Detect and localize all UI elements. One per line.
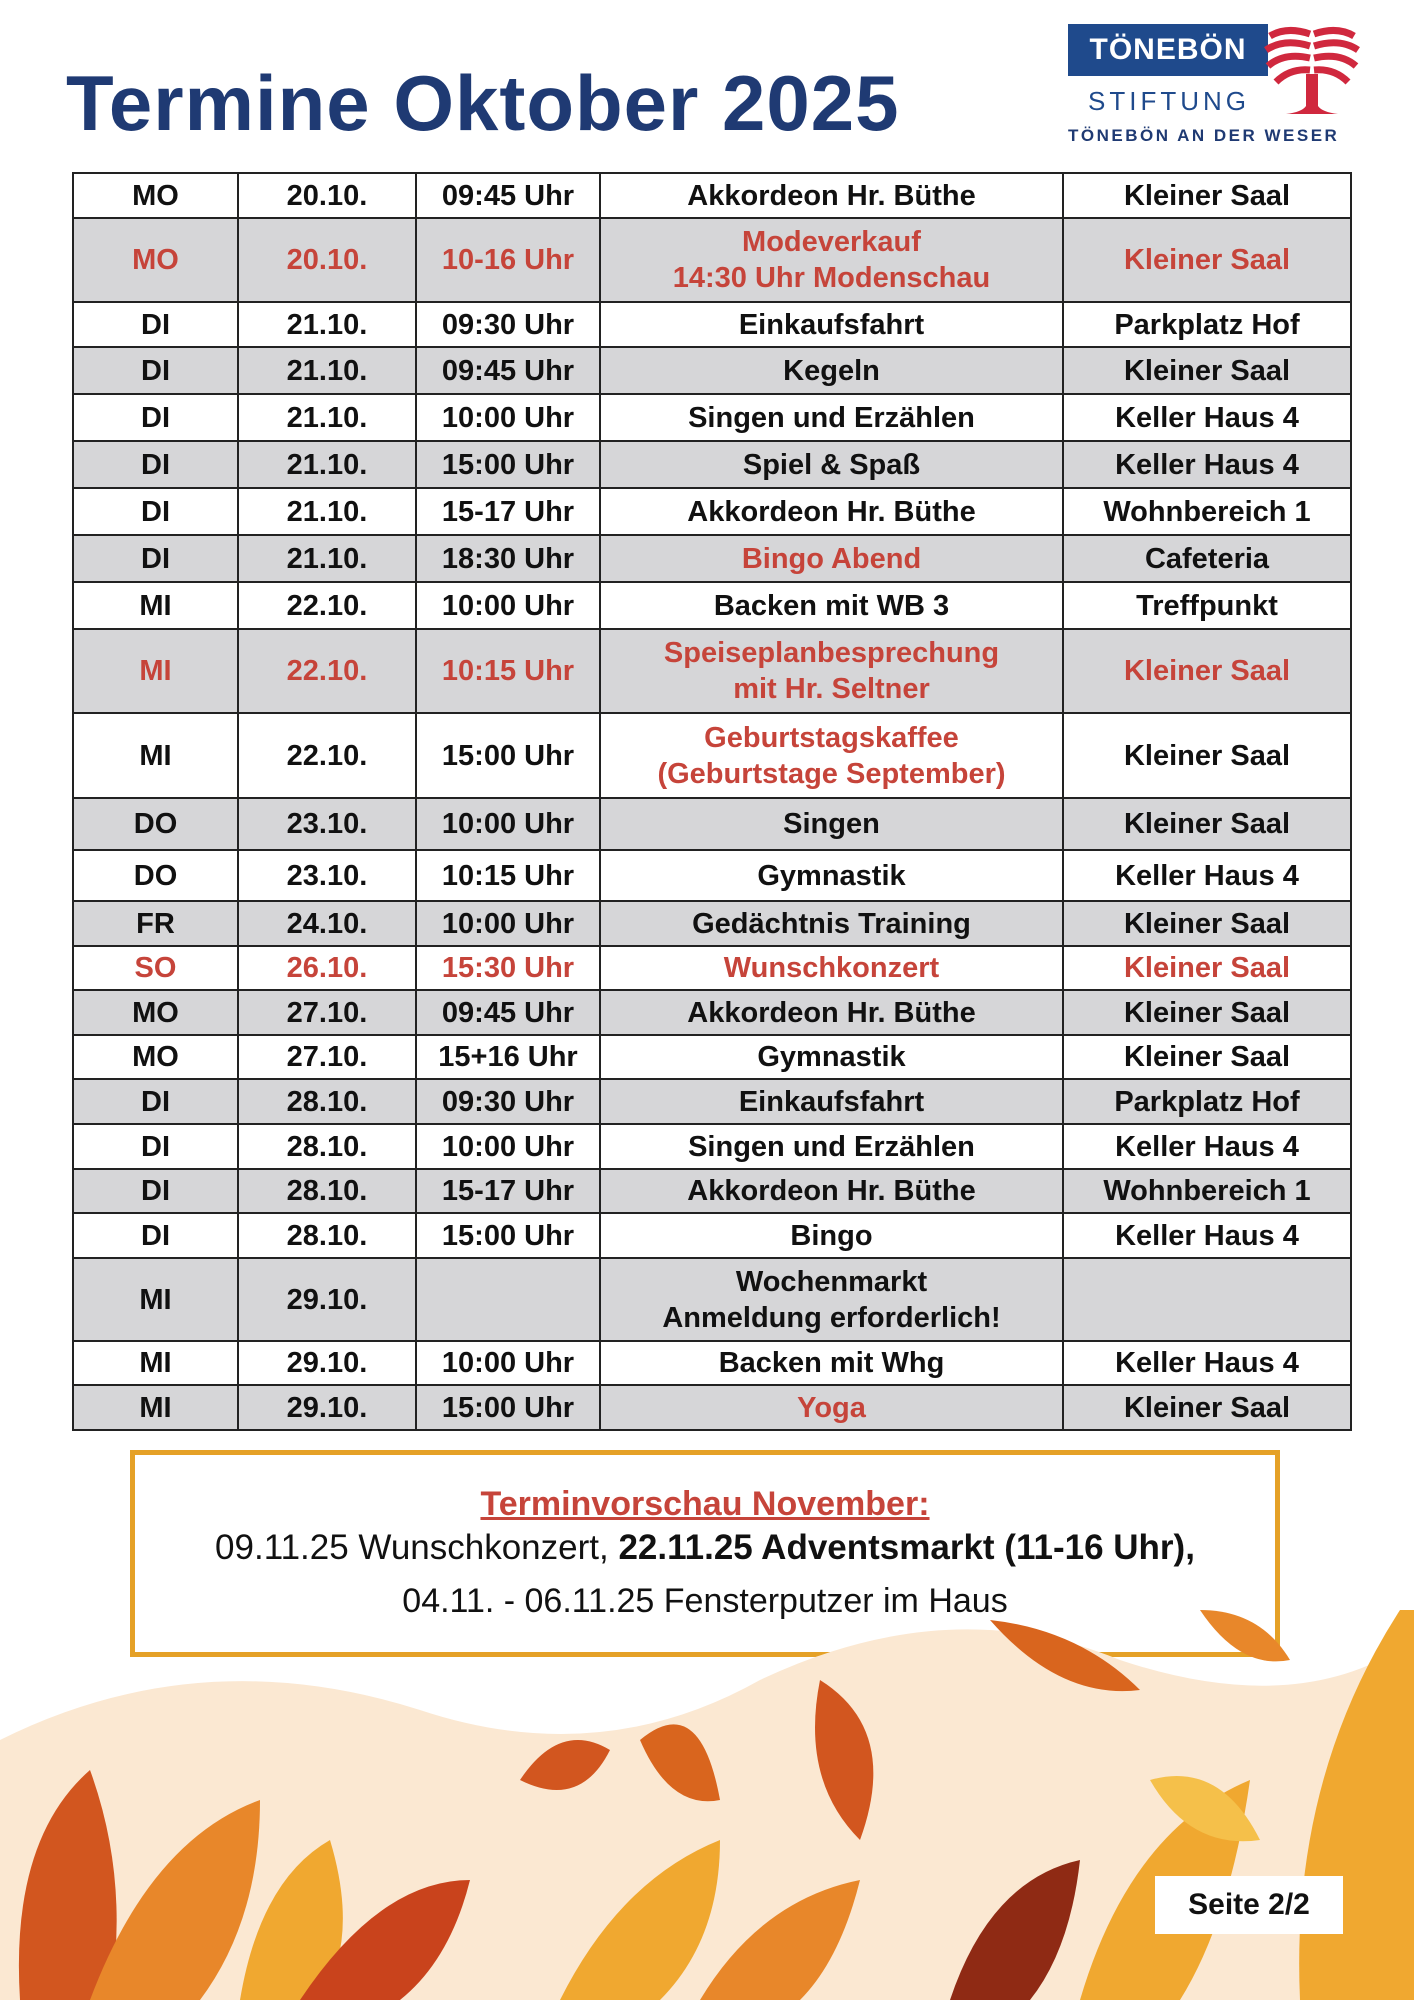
cell-event	[600, 218, 1063, 302]
cell-time	[416, 302, 600, 347]
cell-day-text: DI	[141, 1130, 170, 1163]
cell-event-text: Wochenmarkt	[735, 1265, 928, 1298]
cell-day	[73, 1213, 238, 1258]
cell-event-text: Gymnastik	[757, 859, 906, 892]
logo-stiftung: STIFTUNG	[1088, 86, 1250, 116]
cell-date	[238, 173, 416, 218]
cell-day-text: MO	[132, 179, 179, 212]
table-row	[73, 1258, 1351, 1341]
cell-day-text: DI	[141, 1085, 170, 1118]
cell-event-text: Gymnastik	[757, 1041, 906, 1073]
cell-day	[73, 1258, 238, 1341]
cell-place-text: Keller Haus 4	[1115, 859, 1299, 892]
cell-date-text: 27.10.	[286, 1041, 368, 1073]
cell-place	[1063, 535, 1351, 582]
cell-event-text: Spiel & Spaß	[742, 448, 921, 481]
cell-date	[238, 629, 416, 713]
cell-event-text: Einkaufsfahrt	[738, 308, 925, 341]
cell-day	[73, 629, 238, 713]
cell-time-text: 09:45 Uhr	[441, 996, 575, 1029]
cell-day-text: MO	[132, 1041, 179, 1073]
cell-event	[600, 1035, 1063, 1079]
cell-place-text: Kleiner Saal	[1123, 354, 1291, 387]
cell-place	[1063, 441, 1351, 488]
cell-event-text-2: (Geburtstage September)	[657, 757, 1006, 790]
cell-time	[416, 535, 600, 582]
cell-time-text: 10:00 Uhr	[441, 907, 575, 940]
cell-day	[73, 1124, 238, 1169]
cell-date-text: 26.10.	[286, 952, 368, 984]
cell-day	[73, 347, 238, 394]
cell-event-text: Wunschkonzert	[723, 952, 940, 984]
cell-date	[238, 901, 416, 946]
cell-time-text: 09:30 Uhr	[441, 308, 575, 341]
cell-time-text: 09:45 Uhr	[441, 179, 575, 212]
table-row	[73, 1079, 1351, 1124]
cell-date	[238, 488, 416, 535]
cell-event-text: Akkordeon Hr. Büthe	[687, 179, 976, 212]
cell-day	[73, 173, 238, 218]
cell-day	[73, 850, 238, 901]
cell-day	[73, 946, 238, 990]
table-row	[73, 394, 1351, 441]
cell-time-text: 15-17 Uhr	[441, 1175, 575, 1207]
cell-date	[238, 946, 416, 990]
cell-place	[1063, 173, 1351, 218]
cell-day-text: MI	[139, 1347, 172, 1379]
cell-event	[600, 582, 1063, 629]
cell-place	[1063, 1258, 1351, 1341]
cell-place-text: Kleiner Saal	[1123, 907, 1291, 940]
cell-date	[238, 1385, 416, 1430]
cell-event	[600, 173, 1063, 218]
cell-time-text: 10-16 Uhr	[441, 244, 575, 276]
cell-date	[238, 990, 416, 1035]
cell-event	[600, 394, 1063, 441]
cell-place-text: Wohnbereich 1	[1103, 495, 1311, 528]
cell-place-text: Keller Haus 4	[1115, 1130, 1299, 1163]
cell-time	[416, 347, 600, 394]
cell-date-text: 21.10.	[286, 448, 368, 481]
cell-day-text: DO	[133, 808, 178, 840]
cell-time	[416, 1035, 600, 1079]
cell-day	[73, 798, 238, 850]
cell-event-text: Akkordeon Hr. Büthe	[687, 495, 976, 528]
cell-date-text: 23.10.	[286, 859, 368, 892]
cell-time	[416, 394, 600, 441]
cell-place	[1063, 629, 1351, 713]
cell-date-text: 21.10.	[286, 354, 368, 387]
cell-place-text: Kleiner Saal	[1123, 1391, 1291, 1424]
cell-event-text: Singen	[783, 808, 880, 840]
table-row	[73, 582, 1351, 629]
cell-time-text: 09:30 Uhr	[441, 1085, 575, 1118]
page-title: Termine Oktober 2025	[66, 59, 900, 147]
cell-day-text: SO	[134, 952, 177, 984]
cell-day-text: DI	[141, 495, 170, 528]
cell-date-text: 22.10.	[286, 739, 368, 772]
cell-date-text: 22.10.	[286, 589, 368, 622]
cell-event	[600, 850, 1063, 901]
cell-day-text: DI	[141, 448, 170, 481]
cell-day-text: MI	[139, 655, 172, 687]
cell-event	[600, 347, 1063, 394]
cell-date-text: 21.10.	[286, 495, 368, 528]
cell-day-text: DO	[133, 859, 178, 892]
cell-date	[238, 850, 416, 901]
cell-time-text: 15:30 Uhr	[441, 952, 575, 984]
cell-date-text: 28.10.	[286, 1219, 368, 1252]
cell-date	[238, 1124, 416, 1169]
cell-date	[238, 218, 416, 302]
cell-day	[73, 441, 238, 488]
cell-time	[416, 1079, 600, 1124]
cell-date	[238, 1169, 416, 1213]
cell-event-text: Akkordeon Hr. Büthe	[687, 996, 976, 1029]
cell-time-text: 15:00 Uhr	[441, 448, 575, 481]
cell-day	[73, 901, 238, 946]
cell-date-text: 24.10.	[286, 907, 368, 940]
cell-day-text: MI	[139, 1283, 172, 1316]
cell-date	[238, 798, 416, 850]
logo-band: TÖNEBÖN	[1068, 24, 1268, 76]
cell-day-text: MI	[139, 589, 172, 622]
preview-line-1	[135, 1528, 1275, 1568]
cell-place-text: Kleiner Saal	[1123, 244, 1291, 276]
cell-place-text: Kleiner Saal	[1123, 179, 1291, 212]
events-table	[72, 172, 1352, 1431]
cell-event	[600, 535, 1063, 582]
cell-day	[73, 1169, 238, 1213]
table-row	[73, 347, 1351, 394]
cell-event	[600, 946, 1063, 990]
cell-place	[1063, 1035, 1351, 1079]
preview-heading: Terminvorschau November:	[480, 1485, 930, 1523]
cell-time	[416, 713, 600, 798]
cell-time-text: 15:00 Uhr	[441, 1391, 575, 1424]
cell-event	[600, 302, 1063, 347]
cell-date-text: 28.10.	[286, 1085, 368, 1118]
cell-place	[1063, 1079, 1351, 1124]
cell-event-text: Speiseplanbesprechung	[663, 637, 1000, 669]
cell-time-text: 10:00 Uhr	[441, 1130, 575, 1163]
cell-event-text: Bingo	[790, 1219, 873, 1252]
cell-place	[1063, 946, 1351, 990]
cell-place-text: Wohnbereich 1	[1103, 1175, 1311, 1207]
cell-event-text: Geburtstagskaffee	[704, 721, 959, 754]
cell-date	[238, 1035, 416, 1079]
cell-event-text: Gedächtnis Training	[692, 907, 971, 940]
cell-time-text: 10:15 Uhr	[441, 859, 575, 892]
cell-date-text: 28.10.	[286, 1175, 368, 1207]
cell-date-text: 21.10.	[286, 401, 368, 434]
table-row	[73, 488, 1351, 535]
cell-time-text: 09:45 Uhr	[441, 354, 575, 387]
cell-event-text: Modeverkauf	[742, 226, 921, 258]
cell-event-text: Akkordeon Hr. Büthe	[687, 1175, 976, 1207]
cell-place-text: Kleiner Saal	[1123, 996, 1291, 1029]
cell-day-text: DI	[141, 401, 170, 434]
cell-event	[600, 1124, 1063, 1169]
cell-time	[416, 1213, 600, 1258]
cell-event-text: Bingo Abend	[741, 542, 922, 575]
cell-event-text-2: mit Hr. Seltner	[733, 673, 930, 705]
table-row	[73, 441, 1351, 488]
cell-date	[238, 302, 416, 347]
cell-day	[73, 1035, 238, 1079]
cell-place-text: Kleiner Saal	[1123, 952, 1291, 984]
cell-event-text: Yoga	[797, 1391, 866, 1424]
cell-place	[1063, 1341, 1351, 1385]
cell-day	[73, 990, 238, 1035]
cell-time	[416, 629, 600, 713]
cell-date-text: 29.10.	[286, 1347, 368, 1379]
cell-place	[1063, 1385, 1351, 1430]
cell-place-text: Kleiner Saal	[1123, 808, 1291, 840]
cell-date-text: 23.10.	[286, 808, 368, 840]
cell-time	[416, 582, 600, 629]
cell-date-text: 20.10.	[286, 179, 368, 212]
cell-day-text: MI	[139, 739, 172, 772]
table-row	[73, 1169, 1351, 1213]
table-row	[73, 302, 1351, 347]
cell-place	[1063, 1124, 1351, 1169]
cell-date	[238, 535, 416, 582]
cell-place	[1063, 713, 1351, 798]
table-row	[73, 798, 1351, 850]
cell-event-text: Singen und Erzählen	[688, 401, 975, 434]
cell-time	[416, 173, 600, 218]
cell-time-text: 10:15 Uhr	[441, 655, 575, 687]
cell-date-text: 21.10.	[286, 308, 368, 341]
cell-event-text-2: 14:30 Uhr Modenschau	[672, 262, 991, 294]
cell-event-text: Singen und Erzählen	[688, 1130, 975, 1163]
cell-event	[600, 1258, 1063, 1341]
cell-place	[1063, 582, 1351, 629]
cell-date	[238, 582, 416, 629]
cell-time-text: 18:30 Uhr	[441, 542, 575, 575]
table-row	[73, 901, 1351, 946]
cell-day-text: MI	[139, 1391, 172, 1424]
cell-place	[1063, 798, 1351, 850]
cell-place-text: Treffpunkt	[1136, 589, 1278, 622]
cell-event	[600, 798, 1063, 850]
cell-day-text: DI	[141, 1175, 170, 1207]
cell-event-text: Backen mit Whg	[718, 1347, 945, 1379]
cell-place-text: Keller Haus 4	[1115, 448, 1299, 481]
cell-time	[416, 1169, 600, 1213]
cell-day	[73, 1079, 238, 1124]
cell-place-text: Keller Haus 4	[1115, 1219, 1299, 1252]
cell-time-text: 15-17 Uhr	[441, 495, 575, 528]
cell-date	[238, 713, 416, 798]
cell-date-text: 27.10.	[286, 996, 368, 1029]
cell-time	[416, 1124, 600, 1169]
cell-day	[73, 394, 238, 441]
cell-event-text: Kegeln	[783, 354, 880, 387]
preview-line-1-bold: 22.11.25 Adventsmarkt (11-16 Uhr),	[618, 1528, 1195, 1567]
table-row	[73, 1124, 1351, 1169]
cell-time	[416, 798, 600, 850]
cell-date-text: 29.10.	[286, 1283, 368, 1316]
cell-date	[238, 394, 416, 441]
cell-place-text: Parkplatz Hof	[1114, 1085, 1300, 1118]
cell-place	[1063, 394, 1351, 441]
cell-date-text: 21.10.	[286, 542, 368, 575]
cell-day-text: FR	[136, 907, 175, 940]
cell-date	[238, 441, 416, 488]
tree-logo-icon	[1262, 24, 1362, 119]
table-row	[73, 1213, 1351, 1258]
cell-place	[1063, 218, 1351, 302]
cell-event-text: Backen mit WB 3	[713, 589, 950, 622]
cell-time	[416, 441, 600, 488]
cell-day-text: DI	[141, 542, 170, 575]
cell-event	[600, 629, 1063, 713]
cell-time	[416, 1258, 600, 1341]
cell-event	[600, 1079, 1063, 1124]
cell-day-text: MO	[132, 244, 179, 276]
cell-date-text: 29.10.	[286, 1391, 368, 1424]
cell-place	[1063, 1213, 1351, 1258]
preview-line-1-regular: 09.11.25 Wunschkonzert,	[215, 1528, 619, 1567]
cell-day-text: DI	[141, 354, 170, 387]
cell-day	[73, 1341, 238, 1385]
preview-line-2: 04.11. - 06.11.25 Fensterputzer im Haus	[402, 1582, 1008, 1620]
cell-event	[600, 713, 1063, 798]
cell-event-text: Einkaufsfahrt	[738, 1085, 925, 1118]
cell-place	[1063, 850, 1351, 901]
cell-place	[1063, 1169, 1351, 1213]
cell-time	[416, 850, 600, 901]
cell-place-text: Keller Haus 4	[1115, 401, 1299, 434]
logo-subtitle: TÖNEBÖN AN DER WESER	[1068, 126, 1340, 145]
cell-day	[73, 218, 238, 302]
cell-time	[416, 488, 600, 535]
cell-time	[416, 990, 600, 1035]
cell-date	[238, 1258, 416, 1341]
cell-day	[73, 302, 238, 347]
cell-date	[238, 1213, 416, 1258]
table-row	[73, 946, 1351, 990]
cell-day	[73, 1385, 238, 1430]
cell-place	[1063, 302, 1351, 347]
cell-time-text: 15+16 Uhr	[438, 1041, 578, 1073]
cell-place-text: Kleiner Saal	[1123, 1041, 1291, 1073]
cell-place	[1063, 347, 1351, 394]
cell-place-text: Parkplatz Hof	[1114, 308, 1300, 341]
cell-date-text: 22.10.	[286, 655, 368, 687]
cell-time-text: 10:00 Uhr	[441, 401, 575, 434]
table-row	[73, 173, 1351, 218]
cell-time	[416, 1341, 600, 1385]
cell-day	[73, 582, 238, 629]
cell-place-text: Keller Haus 4	[1115, 1347, 1299, 1379]
cell-event	[600, 1385, 1063, 1430]
cell-day	[73, 488, 238, 535]
cell-day-text: MO	[132, 996, 179, 1029]
cell-place	[1063, 990, 1351, 1035]
table-row	[73, 1341, 1351, 1385]
table-row	[73, 850, 1351, 901]
cell-event	[600, 1213, 1063, 1258]
table-row	[73, 218, 1351, 302]
cell-time	[416, 946, 600, 990]
cell-place-text: Kleiner Saal	[1123, 655, 1291, 687]
table-row	[73, 713, 1351, 798]
cell-date-text: 28.10.	[286, 1130, 368, 1163]
cell-time-text: 10:00 Uhr	[441, 1347, 575, 1379]
cell-place-text: Cafeteria	[1144, 542, 1270, 575]
cell-place-text: Kleiner Saal	[1123, 739, 1291, 772]
cell-event	[600, 441, 1063, 488]
cell-time-text: 10:00 Uhr	[441, 808, 575, 840]
logo	[1068, 24, 1368, 154]
autumn-leaves-decoration	[0, 1580, 1414, 2000]
cell-time	[416, 901, 600, 946]
table-row	[73, 990, 1351, 1035]
cell-place	[1063, 488, 1351, 535]
cell-event	[600, 990, 1063, 1035]
table-row	[73, 535, 1351, 582]
cell-event	[600, 1341, 1063, 1385]
cell-event	[600, 1169, 1063, 1213]
table-row	[73, 1385, 1351, 1430]
cell-time-text: 15:00 Uhr	[441, 1219, 575, 1252]
cell-time	[416, 218, 600, 302]
cell-time	[416, 1385, 600, 1430]
cell-date	[238, 1079, 416, 1124]
cell-date-text: 20.10.	[286, 244, 368, 276]
cell-day	[73, 713, 238, 798]
table-row	[73, 1035, 1351, 1079]
cell-date	[238, 347, 416, 394]
cell-time-text: 10:00 Uhr	[441, 589, 575, 622]
cell-event	[600, 901, 1063, 946]
cell-place	[1063, 901, 1351, 946]
cell-time-text: 15:00 Uhr	[441, 739, 575, 772]
cell-event-text-2: Anmeldung erforderlich!	[662, 1301, 1001, 1334]
cell-day-text: DI	[141, 308, 170, 341]
cell-date	[238, 1341, 416, 1385]
cell-day	[73, 535, 238, 582]
page-number-label: Seite 2/2	[1155, 1876, 1343, 1934]
cell-event	[600, 488, 1063, 535]
table-row	[73, 629, 1351, 713]
cell-day-text: DI	[141, 1219, 170, 1252]
